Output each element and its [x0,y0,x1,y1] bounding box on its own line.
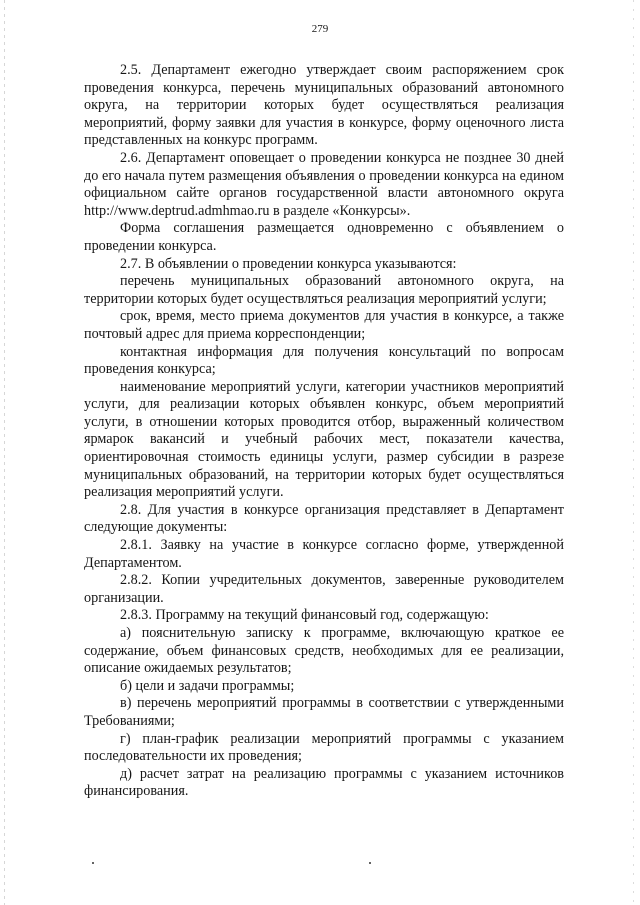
paragraph-municipalities-list: перечень муниципальных образований автономного округа, на территории которых будет осуществляться реализация мероприятий услуги; [84,273,564,307]
list-item-b: б) цели и задачи программы; [120,677,295,694]
list-item-g: г) план-график реализации мероприятий программы с указанием последовательности их проведения; [84,730,564,765]
page-number: 279 [311,23,329,35]
paragraph-2-8-2: 2.8.2. Копии учредительных документов, заверенные руководителем организации. [84,572,564,606]
paragraph-2-6: 2.6. Департамент оповещает о проведении конкурса не позднее 30 дней до его начала путем размещения объявления о проведении конкурса на едином официальном сайте органов государственной власти автономного округа http://www.deptrud.admhmao.ru в разделе «Конкурсы». [84,149,564,219]
scan-edge-right [633,0,634,905]
paragraph-measures-description: наименование мероприятий услуги, категории участников мероприятий услуги, для реализации которых объявлен конкурс, объем мероприятий услуги, в отношении которых проводится отбор, выраженный количеством ярмарок вакансий и учебный рабочих мест, показатели качества, ориентировочная стоимость единицы услуги, размер субсидии в разрезе муниципальных образований, на территории которых будет осуществляться реализация мероприятий услуги. [84,378,564,501]
paragraph-deadline-place: срок, время, место приема документов для участия в конкурсе, а также почтовый адрес для приема корреспонденции; [84,308,564,342]
scan-dot-center [369,862,371,864]
paragraph-2-7: 2.7. В объявлении о проведении конкурса указываются: [120,255,457,272]
paragraph-2-8: 2.8. Для участия в конкурсе организация представляет в Департамент следующие документы: [84,501,564,536]
scan-edge-left [4,0,5,905]
list-item-d: д) расчет затрат на реализацию программы с указанием источников финансирования. [84,765,564,800]
scan-dot-left [92,862,94,864]
list-item-v: в) перечень мероприятий программы в соответствии с утвержденными Требованиями; [84,695,564,729]
paragraph-2-5: 2.5. Департамент ежегодно утверждает своим распоряжением срок проведения конкурса, перечень муниципальных образований автономного округа, на территории которых будет осуществляться реализация мероприятий, форму заявки для участия в конкурсе, форму оценочного листа представленных на конкурс программ. [84,62,564,149]
document-body [84,62,564,801]
list-item-a: а) пояснительную записку к программе, включающую краткое ее содержание, объем финансовых средств, необходимых для ее реализации, описание ожидаемых результатов; [84,625,564,677]
paragraph-contact-info: контактная информация для получения консультаций по вопросам проведения конкурса; [84,343,564,378]
paragraph-2-8-1: 2.8.1. Заявку на участие в конкурсе согласно форме, утвержденной Департаментом. [84,537,564,571]
paragraph-agreement-form: Форма соглашения размещается одновременно с объявлением о проведении конкурса. [84,220,564,254]
paragraph-2-8-3: 2.8.3. Программу на текущий финансовый год, содержащую: [120,607,489,624]
